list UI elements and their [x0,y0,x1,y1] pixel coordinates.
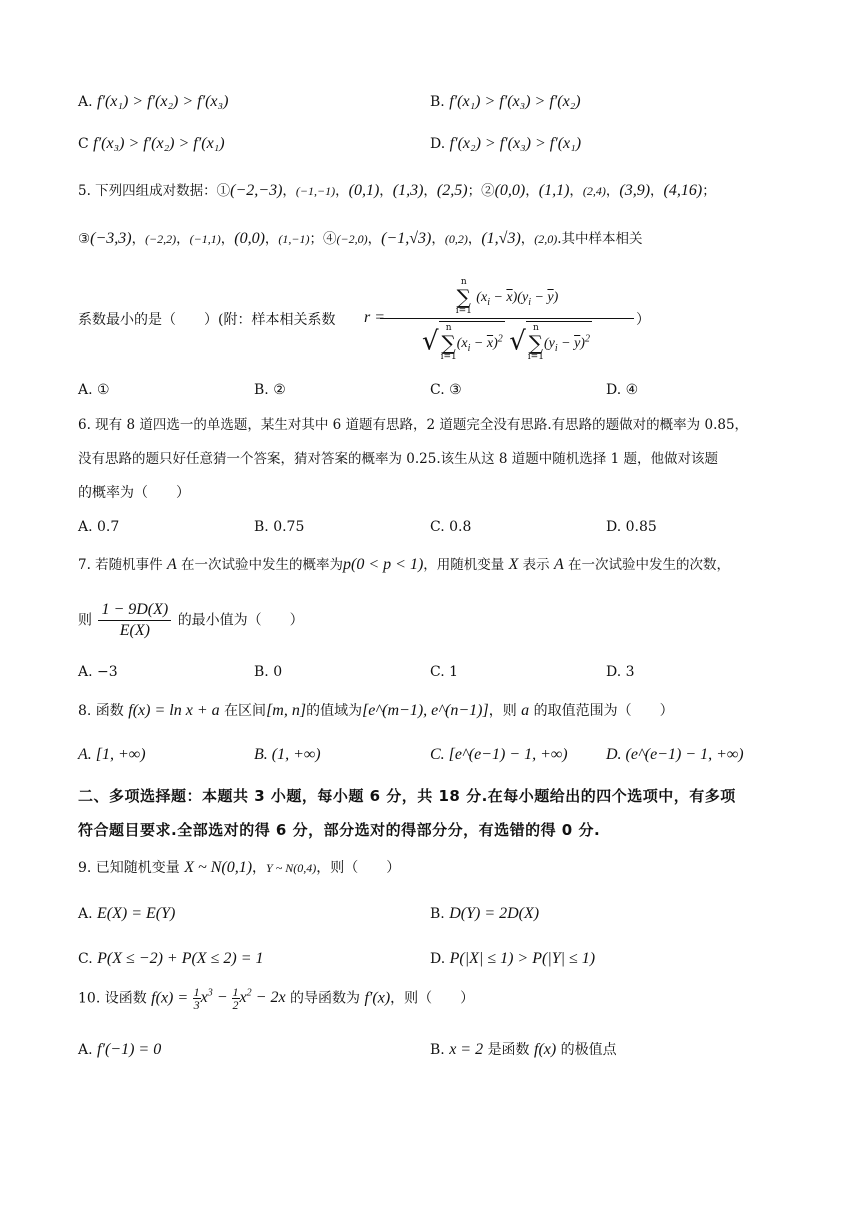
r-symbol: r = [364,309,386,326]
option-label: C [78,136,89,152]
radical-icon: √ [422,326,439,357]
q9-option-d[interactable] [430,949,595,969]
data-pair: (−1,√3) [381,230,432,247]
option-label: A. [78,1042,93,1058]
data-pair: (1,1) [538,182,570,199]
q8-text: 的取值范围为（ ） [533,703,674,719]
denominator-sqrt-x: n ∑ $i=1(x_i - \overline{x})^2$ [440,323,503,362]
option-label: B. [430,94,445,110]
q6-option-b[interactable]: B. 0.75 [254,519,305,535]
q10-option-a[interactable] [78,1040,161,1060]
option-label: A. [78,906,93,922]
group-mark: ② [481,183,495,199]
data-pair: (1,−1) [278,232,310,246]
q7-option-c[interactable]: C. 1 [430,664,459,680]
q8-interval: [m, n] [266,702,307,719]
data-pair: (0,2) [444,232,468,246]
q9-option-a[interactable] [78,904,175,924]
option-expr: P(|X| ≤ 1) > P(|Y| ≤ 1) [449,950,596,967]
q9-option-c[interactable] [78,949,263,969]
data-pair: (0,0) [234,230,265,247]
data-pair: (−2,−3) [230,182,283,199]
q9-option-b[interactable] [430,904,539,924]
option-text: 是函数 [487,1042,530,1058]
q5-formula-intro: 系数最小的是（ ）(附：样本相关系数 [78,312,336,328]
q5-intro: 5. 下列四组成对数据：① [78,183,231,199]
q7-fraction [98,600,171,641]
q5-option-d[interactable]: D. ④ [606,382,639,398]
data-pair: (−2,0) [336,232,368,246]
x-distribution: X ~ N(0,1) [184,859,253,876]
group-mark: ③ [78,231,91,247]
q8-line [78,701,790,721]
q10-function-rhs: $\frac{1}{3}$ $x^3$ − $\frac{1}{2}$ $x^2 - 2x$ [193,985,286,1013]
q7-option-a[interactable]: A. −3 [78,664,118,680]
q9-line [78,858,790,878]
data-pair: (2,5) [436,182,468,199]
group-mark: ④ [323,231,337,247]
q7-line-1 [78,555,790,575]
q5-line-1: 5. 下列四组成对数据：①(−2,−3)，(−1,−1)，(0,1)，(1,3)，(2,5)；②(0,0)，(1,1)，(2,4)，(3,9)，(4,16)； [78,182,716,199]
fraction-denominator: E(X) [119,622,150,639]
q6-line-2: 没有思路的题只好任意猜一个答案，猜对答案的概率为 0.25.该生从这 8 道题中随机选择 1 题，他做对该题 [78,451,718,467]
option-label: C. [78,951,93,967]
q7-text: 则 [78,612,92,629]
q8-text: ，则 [488,703,517,719]
option-expr: f′(x₂) > f′(x₃) > f′(x₁) [449,135,582,152]
q8-option-a[interactable]: A. [1, +∞) [78,746,146,763]
y-distribution: Y ~ N(0,4) [266,861,317,875]
q8-option-c[interactable]: C. [e^(e−1) − 1, +∞) [430,746,568,763]
q7-text: 表示 [522,557,550,573]
data-pair: (2,4) [582,184,606,198]
section2-heading-line1: 二、多项选择题：本题共 3 小题，每小题 6 分，共 18 分.在每小题给出的四个选项中，有多项 [78,787,736,805]
random-var-x: X [508,556,519,573]
option-expr: x = 2 [449,1041,484,1058]
q8-option-b[interactable]: B. (1, +∞) [254,746,321,763]
data-pair: (0,0) [494,182,526,199]
q7-text: 在一次试验中发生的次数， [568,557,731,573]
option-expr: f′(x₁) > f′(x₃) > f′(x₂) [449,93,581,110]
q4-option-d[interactable] [430,134,581,154]
q8-var-a: a [521,702,530,719]
data-pair: (1,√3) [481,230,521,247]
data-pair: (−1,1) [189,232,221,246]
data-pair: (1,3) [392,182,424,199]
data-pair: (4,16) [663,182,703,199]
q7-text: 在一次试验中发生的概率为 [181,557,344,573]
q10-function-lhs: f(x) = [151,989,189,1007]
event-a: A [553,556,564,573]
q7-text: 的最小值为（ ） [177,612,304,629]
q10-text: 10. 设函数 [78,990,147,1007]
option-label: B. [430,1042,445,1058]
q5-line2-suffix: .其中样本相关 [557,231,643,247]
q6-option-a[interactable]: A. 0.7 [78,519,120,535]
q7-option-d[interactable]: D. 3 [606,664,635,680]
q5-line-3 [78,278,790,362]
q10-derivative: f′(x) [364,989,391,1007]
q10-text: ，则（ ） [390,990,475,1007]
q10-line [78,984,790,1034]
q4-option-b[interactable] [430,92,581,112]
q5-formula-close: ） [636,312,650,328]
option-fx: f(x) [534,1041,557,1058]
option-expr: f′(x₁) > f′(x₂) > f′(x₃) [97,93,229,110]
q6-line-3: 的概率为（ ） [78,485,190,501]
q4-option-a[interactable] [78,92,228,112]
option-text: 的极值点 [560,1042,617,1058]
q8-text: 在区间 [224,703,267,719]
q6-option-d[interactable]: D. 0.85 [606,519,657,535]
q5-option-b[interactable]: B. ② [254,382,286,398]
q6-line-1: 6. 现有 8 道四选一的单选题，某生对其中 6 道题有思路，2 道题完全没有思路.有思路的题做对的概率为 0.85， [78,417,749,433]
formula-numerator [380,278,634,319]
q9-text: 9. 已知随机变量 [78,860,180,876]
sigma-symbol: n ∑ i=1 [440,323,457,362]
correlation-formula [380,278,634,362]
q8-function: f(x) = ln x + a [128,702,220,719]
option-expr: E(X) = E(Y) [97,905,176,922]
q8-text: 的值域为 [306,703,363,719]
q7-option-b[interactable]: B. 0 [254,664,283,680]
option-label: A. [78,94,93,110]
q5-line-2: ③(−3,3)，(−2,2)，(−1,1)，(0,0)，(1,−1)；④(−2,0)，(−1,√3)，(0,2)，(1,√3)，(2,0).其中样本相关 [78,230,643,247]
formula-denominator [380,319,634,362]
q9-text: ，则（ ） [316,860,401,876]
q9-text: ， [252,860,267,876]
option-expr: P(X ≤ −2) + P(X ≤ 2) = 1 [97,950,264,967]
q8-range: [e^(m−1), e^(n−1)] [362,702,489,719]
data-pair: (−2,2) [145,232,177,246]
q10-text: 的导函数为 [290,990,360,1007]
q7-line-2 [78,600,790,644]
q8-option-d[interactable]: D. (e^(e−1) − 1, +∞) [606,746,744,763]
option-expr: f′(−1) = 0 [97,1041,162,1058]
q8-text: 8. 函数 [78,703,124,719]
q4-option-c[interactable] [78,134,225,154]
fraction-numerator: 1 − 9D(X) [98,600,171,621]
probability-range: p(0 < p < 1) [343,556,424,573]
data-pair: (2,0) [534,232,558,246]
q5-option-a[interactable]: A. ① [78,382,110,398]
option-expr: f′(x₃) > f′(x₂) > f′(x₁) [93,135,225,152]
radical-icon: √ [509,326,526,357]
numerator-expr: $(x_i - \overline{x})(y_i - \overline{y})$ [476,290,559,308]
option-label: D. [430,951,446,967]
section2-heading-line2: 符合题目要求.全部选对的得 6 分，部分选对的得部分分，有选错的得 0 分. [78,821,601,839]
denominator-sqrt-y: n ∑ $i=1(y_i - \overline{y})^2$ [527,323,590,362]
data-pair: (−3,3) [90,230,132,247]
q5-option-c[interactable]: C. ③ [430,382,462,398]
sigma-symbol: n ∑ i=1 [527,323,544,362]
option-expr: D(Y) = 2D(X) [449,905,540,922]
data-pair: (−1,−1) [295,184,336,198]
option-label: B. [430,906,445,922]
data-pair: (3,9) [619,182,651,199]
event-a: A [166,556,177,573]
q7-text: 7. 若随机事件 [78,557,163,573]
option-label: D. [430,136,446,152]
q10-option-b[interactable] [430,1040,617,1060]
sigma-symbol: n ∑ i=1 [455,277,472,316]
q6-option-c[interactable]: C. 0.8 [430,519,472,535]
q7-text: ，用随机变量 [423,557,505,573]
data-pair: (0,1) [348,182,380,199]
